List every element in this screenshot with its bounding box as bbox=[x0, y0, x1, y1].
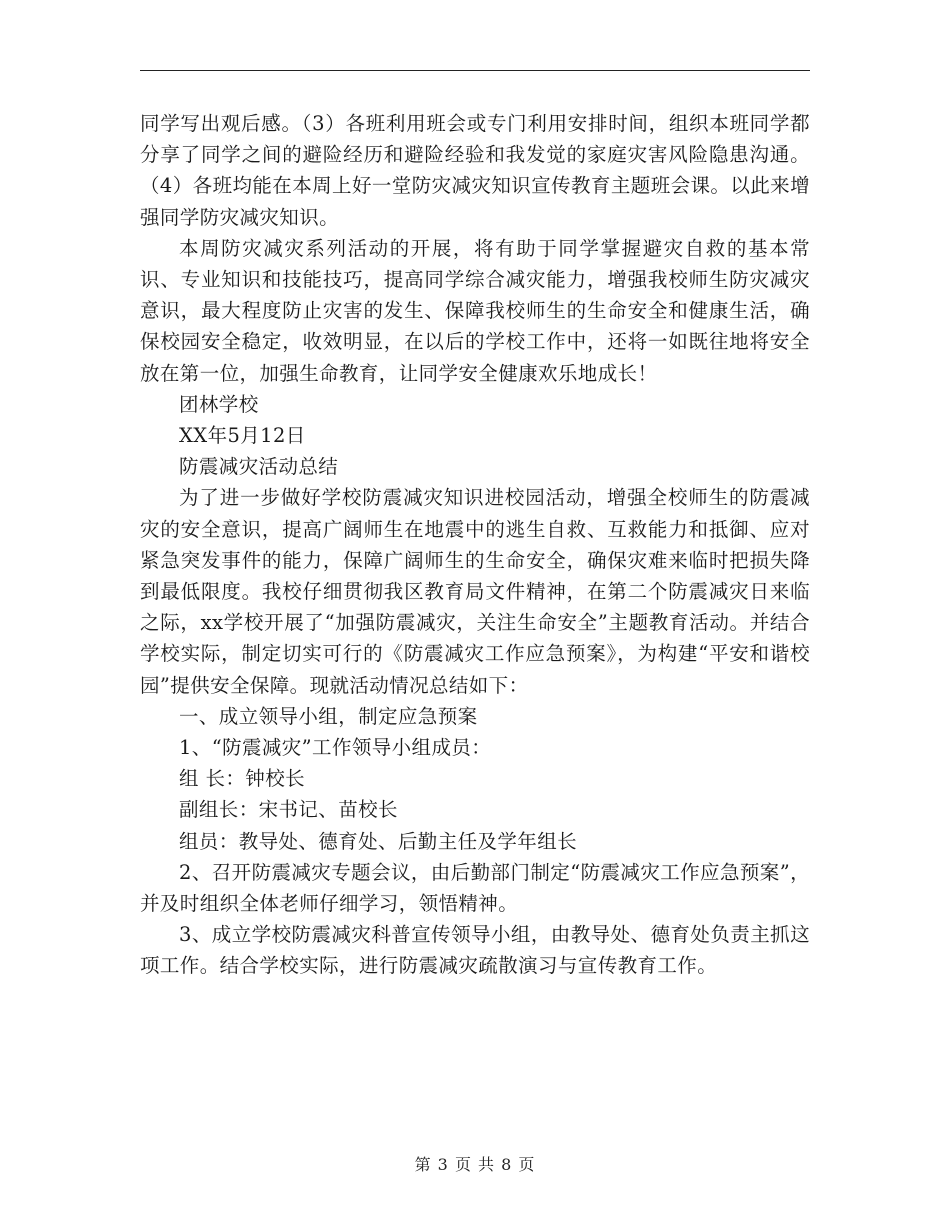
list-item: 副组长：宋书记、苗校长 bbox=[179, 798, 398, 822]
list-item: 组 长：钟校长 bbox=[179, 767, 305, 791]
list-item: 组员：教导处、德育处、后勤主任及学年组长 bbox=[179, 829, 578, 853]
paragraph: 本周防灾减灾系列活动的开展，将有助于同学掌握避灾自救的基本常识、专业知识和技能技巧，提高同学综合减灾能力，增强我校师生防灾减灾意识，最大程度防止灾害的发生、保障我校师生的生命安全和健康生活，确保校园安全稳定，收效明显，在以后的学校工作中，还将一如既往地将安全放在第一位，加强生命教育，让同学安全健康欢乐地成长！ bbox=[140, 236, 810, 385]
heading-section-1: 一、成立领导小组，制定应急预案 bbox=[179, 704, 478, 728]
document-body bbox=[140, 108, 810, 982]
paragraph: 3、成立学校防震减灾科普宣传领导小组，由教导处、德育处负责主抓这项工作。结合学校实际，进行防震减灾疏散演习与宣传教育工作。 bbox=[140, 923, 810, 978]
header-rule bbox=[140, 70, 810, 71]
page-number: 第 3 页 共 8 页 bbox=[414, 1155, 536, 1174]
list-item: 1、“防震减灾”工作领导小组成员： bbox=[179, 736, 492, 760]
section-title: 防震减灾活动总结 bbox=[179, 455, 339, 479]
paragraph: 2、召开防震减灾专题会议，由后勤部门制定“防震减灾工作应急预案”，并及时组织全体老师仔细学习，领悟精神。 bbox=[140, 860, 810, 916]
signature-date: XX年5月12日 bbox=[179, 424, 306, 448]
signature-school: 团林学校 bbox=[179, 392, 259, 416]
paragraph: 为了进一步做好学校防震减灾知识进校园活动，增强全校师生的防震减灾的安全意识，提高广阔师生在地震中的逃生自救、互救能力和抵御、应对紧急突发事件的能力，保障广阔师生的生命安全，确保灾难来临时把损失降到最低限度。我校仔细贯彻我区教育局文件精神，在第二个防震减灾日来临之际，xx学校开展了“加强防震减灾，关注生命安全”主题教育活动。并结合学校实际，制定切实可行的《防震减灾工作应急预案》，为构建“平安和谐校园”提供安全保障。现就活动情况总结如下： bbox=[140, 486, 810, 697]
page-footer bbox=[0, 1152, 950, 1175]
paragraph: 同学写出观后感。（3）各班利用班会或专门利用安排时间，组织本班同学都分享了同学之间的避险经历和避险经验和我发觉的家庭灾害风险隐患沟通。（4）各班均能在本周上好一堂防灾减灾知识宣传教育主题班会课。以此来增强同学防灾减灾知识。 bbox=[140, 112, 810, 229]
